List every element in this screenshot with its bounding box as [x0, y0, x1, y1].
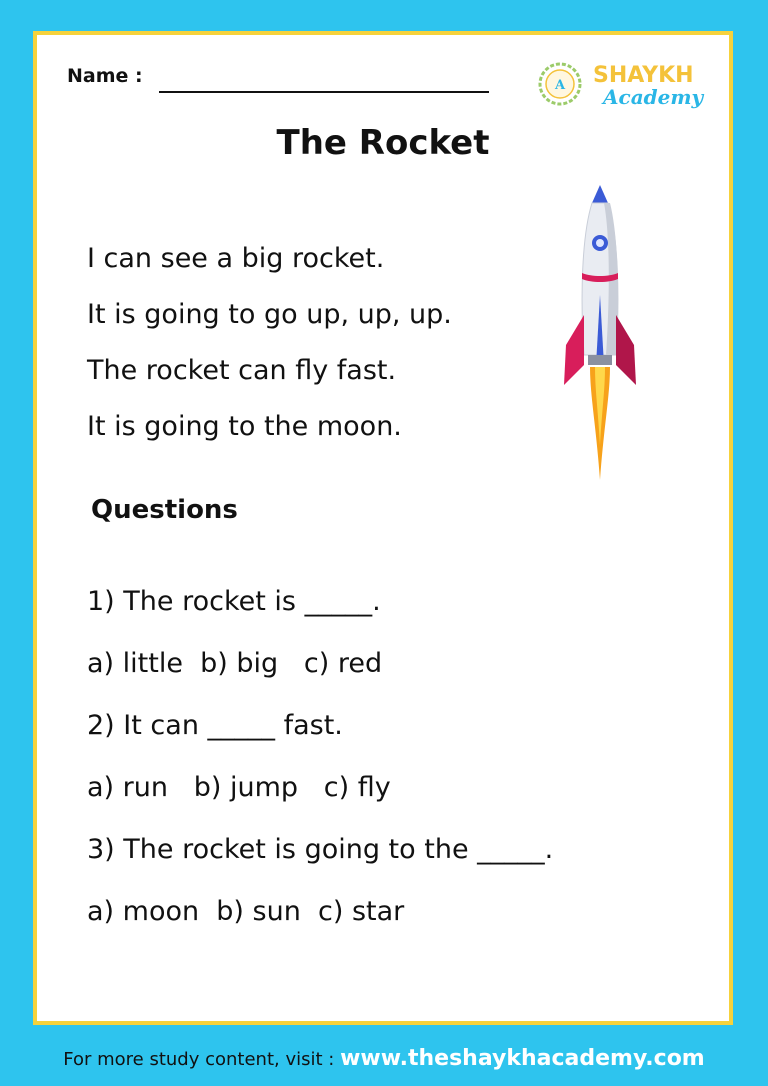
footer-prefix: For more study content, visit : [63, 1049, 341, 1070]
worksheet-page [33, 31, 733, 1025]
story-line: It is going to go up, up, up. [87, 299, 452, 330]
logo-text-shaykh: SHAYKH [593, 63, 694, 88]
laurel-icon [537, 61, 583, 107]
story-line: It is going to the moon. [87, 411, 402, 442]
svg-text:A: A [554, 78, 566, 93]
question-item: 3) The rocket is going to the _____. [87, 834, 554, 865]
answer-options: a) run b) jump c) fly [87, 772, 391, 803]
logo-text-academy: Academy [603, 85, 704, 109]
story-line: The rocket can fly fast. [87, 355, 397, 386]
footer [0, 1046, 768, 1071]
answer-options: a) moon b) sun c) star [87, 896, 405, 927]
rocket-icon [560, 185, 640, 485]
question-item: 2) It can _____ fast. [87, 710, 343, 741]
questions-heading: Questions [91, 495, 238, 525]
question-item: 1) The rocket is _____. [87, 586, 381, 617]
questions-list [87, 571, 553, 943]
page-title: The Rocket [276, 123, 490, 163]
name-label: Name : [67, 65, 143, 87]
answer-options: a) little b) big c) red [87, 648, 383, 679]
story-line: I can see a big rocket. [87, 243, 385, 274]
name-line[interactable] [159, 91, 489, 93]
story-text [87, 231, 452, 455]
footer-url-link[interactable]: www.theshaykhacademy.com [340, 1046, 705, 1071]
academy-logo [537, 57, 717, 117]
